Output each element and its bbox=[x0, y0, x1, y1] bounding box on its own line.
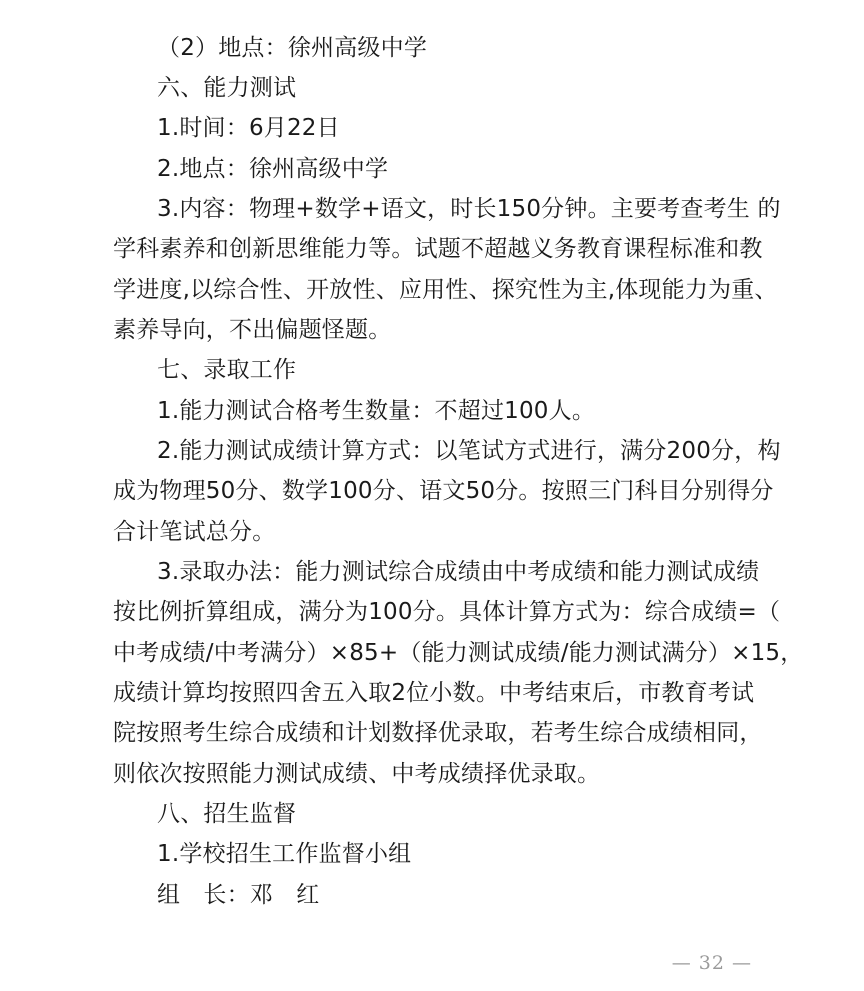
text-line-test-time: 1.时间：6月22日 bbox=[157, 115, 340, 141]
text-line-test-location: 2.地点：徐州高级中学 bbox=[157, 156, 389, 182]
text-line-location-2: （2）地点：徐州高级中学 bbox=[157, 35, 428, 61]
text-line-supervision-group: 1.学校招生工作监督小组 bbox=[157, 841, 412, 867]
text-line-admission-method: 3.录取办法：能力测试综合成绩由中考成绩和能力测试成绩 bbox=[157, 559, 760, 585]
text-line-test-content: 3.内容：物理+数学+语文，时长150分钟。主要考查考生 的 bbox=[157, 196, 781, 222]
text-line-qualified-count: 1.能力测试合格考生数量：不超过100人。 bbox=[157, 398, 596, 424]
text-line-admission-method-3: 中考成绩/中考满分）×85+（能力测试成绩/能力测试满分）×15， bbox=[113, 640, 804, 666]
text-line-group-leader: 组 长：邓 红 bbox=[157, 882, 320, 908]
section-heading-ability-test: 六、能力测试 bbox=[157, 75, 297, 101]
text-line-score-method-2: 成为物理50分、数学100分、语文50分。按照三门科目分别得分 bbox=[113, 478, 774, 504]
page-number: — 32 — bbox=[671, 952, 752, 974]
text-line-score-method: 2.能力测试成绩计算方式：以笔试方式进行，满分200分，构 bbox=[157, 438, 781, 464]
text-line-admission-method-4: 成绩计算均按照四舍五入取2位小数。中考结束后，市教育考试 bbox=[113, 680, 755, 706]
text-line-admission-method-6: 则依次按照能力测试成绩、中考成绩择优录取。 bbox=[113, 761, 601, 787]
text-line-test-content-4: 素养导向，不出偏题怪题。 bbox=[113, 317, 392, 343]
section-heading-supervision: 八、招生监督 bbox=[157, 801, 297, 827]
text-line-admission-method-5: 院按照考生综合成绩和计划数择优录取，若考生综合成绩相同， bbox=[113, 720, 763, 746]
section-heading-admission: 七、录取工作 bbox=[157, 357, 297, 383]
text-line-test-content-2: 学科素养和创新思维能力等。试题不超越义务教育课程标准和教 bbox=[113, 236, 763, 262]
text-line-admission-method-2: 按比例折算组成，满分为100分。具体计算方式为：综合成绩=（ bbox=[113, 599, 781, 625]
text-line-score-method-3: 合计笔试总分。 bbox=[113, 519, 276, 545]
text-line-test-content-3: 学进度,以综合性、开放性、应用性、探究性为主,体现能力为重、 bbox=[113, 277, 778, 303]
